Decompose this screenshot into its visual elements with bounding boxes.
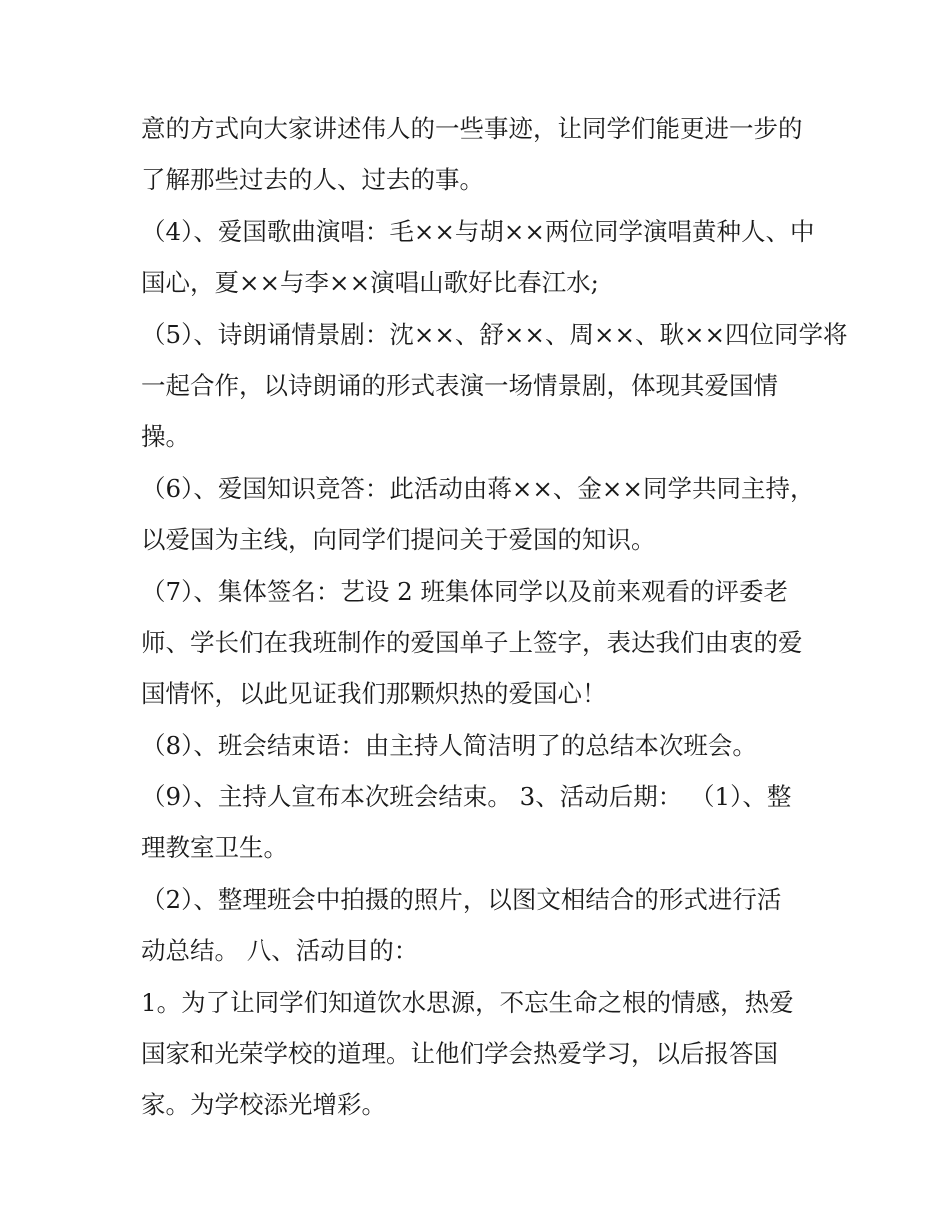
text-line: 理教室卫生。: [141, 833, 288, 863]
text-line: （7）、集体签名：艺设 2 班集体同学以及前来观看的评委老: [141, 576, 788, 606]
text-line: （2）、整理班会中拍摄的照片，以图文相结合的形式进行活: [141, 884, 782, 914]
text-line: （5）、诗朗诵情景剧：沈××、舒××、周××、耿××四位同学将: [141, 319, 848, 349]
text-line: 家。为学校添光增彩。: [141, 1090, 386, 1120]
text-line: 师、学长们在我班制作的爱国单子上签字，表达我们由衷的爱: [141, 627, 803, 657]
text-line: （6）、爱国知识竞答：此活动由蒋××、金××同学共同主持，: [141, 473, 815, 503]
text-line: 国情怀，以此见证我们那颗炽热的爱国心！: [141, 679, 607, 709]
text-line: 国心，夏××与李××演唱山歌好比春江水;: [141, 268, 599, 298]
text-line: 意的方式向大家讲述伟人的一些事迹，让同学们能更进一步的: [141, 114, 803, 143]
text-line: 以爱国为主线，向同学们提问关于爱国的知识。: [141, 525, 656, 555]
text-line: （8）、班会结束语：由主持人简洁明了的总结本次班会。: [141, 730, 757, 760]
text-line: 操。: [141, 422, 190, 452]
text-line: 1。为了让同学们知道饮水思源，不忘生命之根的情感，热爱: [141, 987, 794, 1017]
text-line: （4）、爱国歌曲演唱：毛××与胡××两位同学演唱黄种人、中: [141, 216, 815, 246]
text-line: 一起合作，以诗朗诵的形式表演一场情景剧，体现其爱国情: [141, 370, 778, 400]
text-line: 了解那些过去的人、过去的事。: [141, 165, 484, 195]
text-line: 动总结。 八、活动目的：: [141, 936, 419, 966]
body-text: [141, 103, 848, 1131]
text-line: 国家和光荣学校的道理。让他们学会热爱学习，以后报答国: [141, 1039, 778, 1069]
text-line: （9）、主持人宣布本次班会结束。 3、活动后期： （1）、整: [141, 782, 792, 812]
